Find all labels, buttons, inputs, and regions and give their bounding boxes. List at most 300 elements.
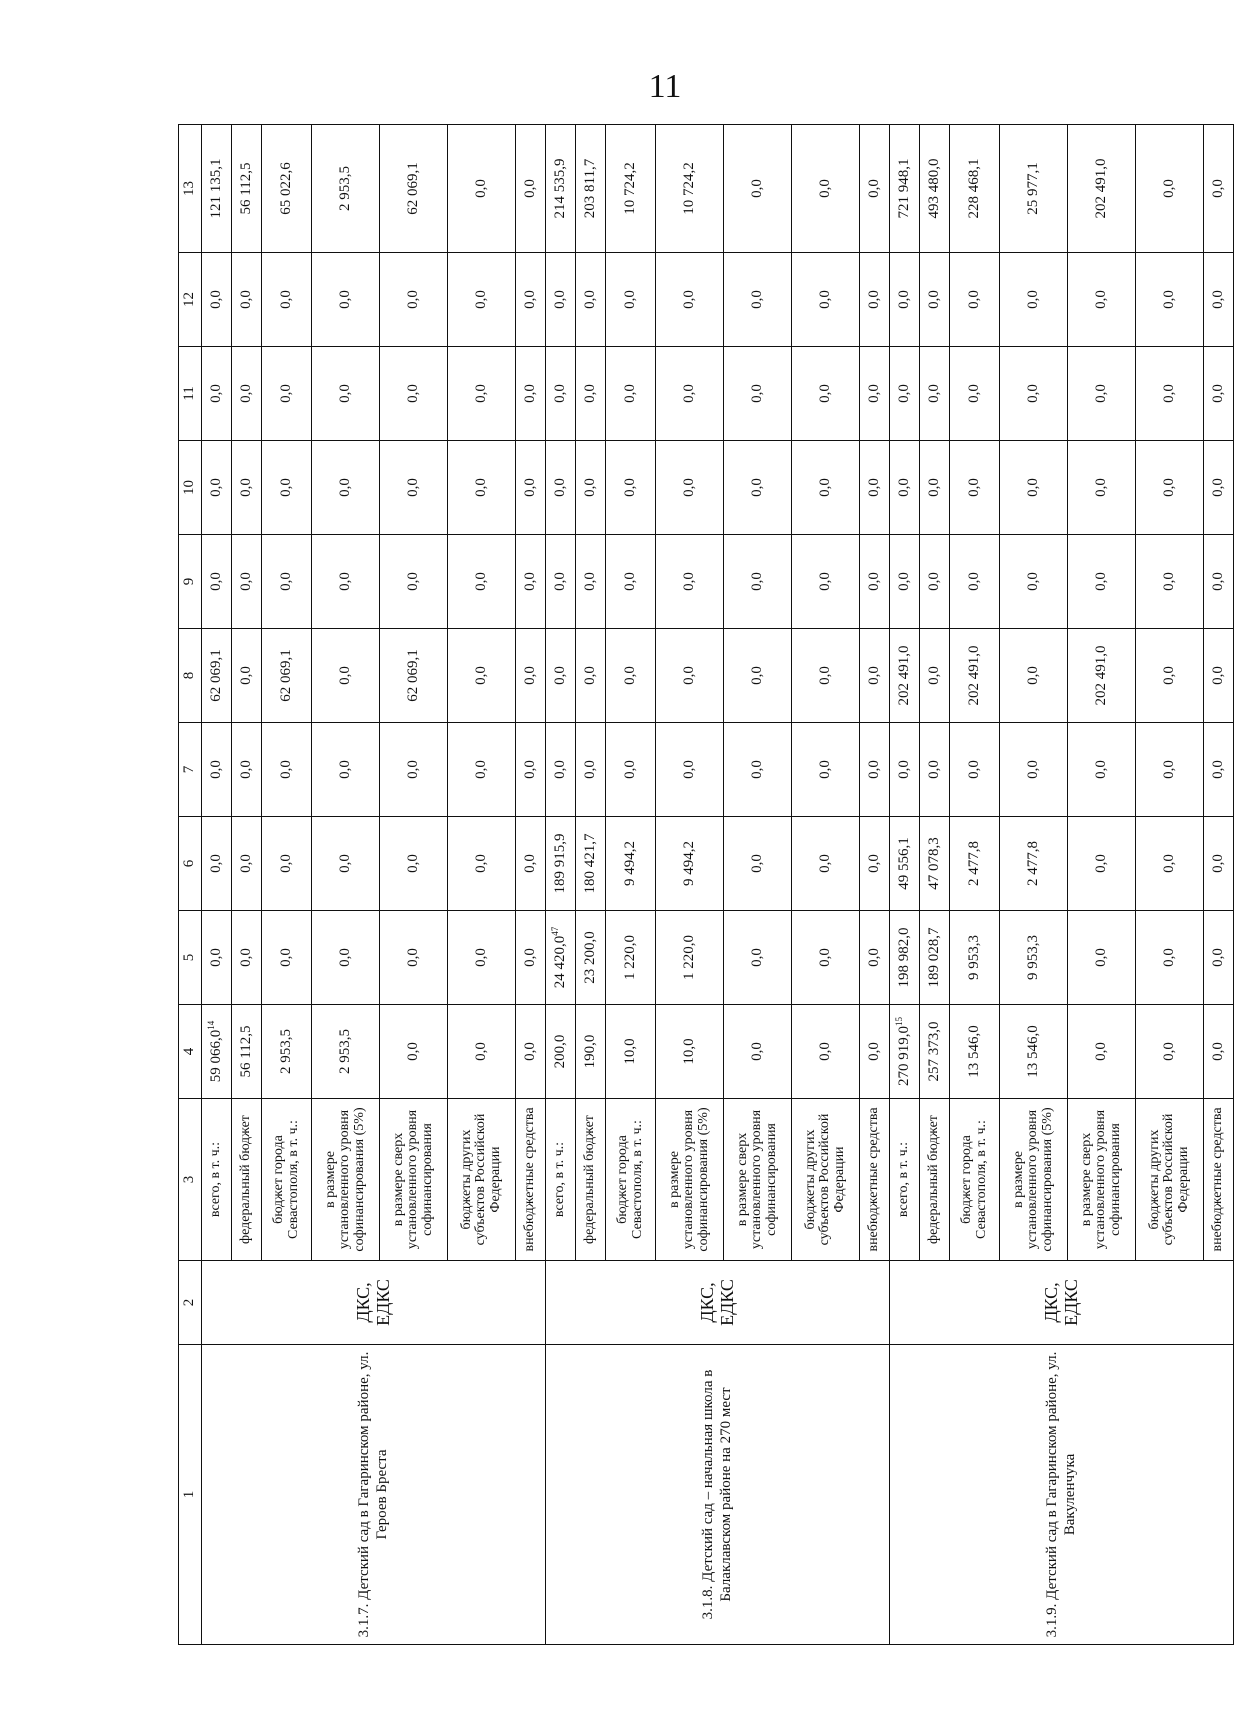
table-row [890, 125, 920, 1645]
value-cell-v9 [792, 535, 860, 629]
value-text: 0,0 [1092, 290, 1109, 309]
value-cell-v8 [890, 629, 920, 723]
value-text: 0,0 [1092, 478, 1109, 497]
value-cell-v8 [516, 629, 546, 723]
value-text: 0,0 [336, 760, 353, 779]
value-cell-v6 [606, 817, 656, 911]
value-text: 0,0 [816, 179, 833, 198]
value-text: 10 724,2 [621, 162, 638, 215]
value-text: 0,0 [1209, 384, 1226, 403]
value-text: 0,0 [1160, 478, 1177, 497]
value-cell-v12 [1068, 253, 1136, 347]
value-text: 0,0 [865, 666, 882, 685]
value-cell-v9 [860, 535, 890, 629]
value-cell-v7 [1204, 723, 1234, 817]
value-cell-v6 [1000, 817, 1068, 911]
value-cell-v7 [1000, 723, 1068, 817]
value-cell-v7 [202, 723, 232, 817]
value-cell-v10 [262, 441, 312, 535]
value-cell-v9 [656, 535, 724, 629]
value-cell-v4 [860, 1005, 890, 1099]
value-text: 0,0 [404, 948, 421, 967]
budget-table [178, 124, 1234, 1645]
value-cell-v12 [546, 253, 576, 347]
value-cell-v8 [860, 629, 890, 723]
value-cell-v9 [920, 535, 950, 629]
value-text: 0,0 [816, 384, 833, 403]
value-text: 0,0 [1092, 854, 1109, 873]
value-text: 0,0 [237, 290, 254, 309]
value-cell-v6 [546, 817, 576, 911]
value-cell-v7 [950, 723, 1000, 817]
value-cell-v13 [606, 125, 656, 253]
value-text: 0,0 [521, 384, 538, 403]
value-text: 9 494,2 [680, 841, 697, 886]
value-text: 0,0 [581, 290, 598, 309]
page-number: 11 [648, 68, 682, 105]
value-text: 0,0 [521, 1042, 538, 1061]
value-text: 0,0 [865, 290, 882, 309]
value-cell-v8 [1068, 629, 1136, 723]
value-cell-v8 [576, 629, 606, 723]
value-cell-v7 [232, 723, 262, 817]
value-text: 0,0 [925, 572, 942, 591]
value-text: 0,0 [748, 760, 765, 779]
value-text: 0,0 [925, 760, 942, 779]
value-text: 49 556,1 [895, 837, 912, 890]
value-text: 0,0 [472, 179, 489, 198]
value-text: 0,0 [237, 478, 254, 497]
funding-source: бюджет города Севастополя, в т. ч.: [262, 1099, 312, 1261]
value-text: 0,0 [336, 572, 353, 591]
value-text: 0,0 [816, 666, 833, 685]
value-text: 0,0 [472, 1042, 489, 1061]
value-text: 0,0 [621, 384, 638, 403]
value-text: 65 022,6 [277, 162, 294, 215]
value-text: 9 953,3 [965, 935, 982, 980]
value-cell-v11 [262, 347, 312, 441]
value-cell-v9 [1204, 535, 1234, 629]
value-text: 0,0 [748, 478, 765, 497]
value-cell-v12 [1000, 253, 1068, 347]
value-text: 0,0 [551, 572, 568, 591]
value-cell-v11 [448, 347, 516, 441]
value-text: 270 919,0 [895, 1026, 912, 1086]
value-cell-v11 [1068, 347, 1136, 441]
value-text: 0,0 [237, 666, 254, 685]
value-text: 0,0 [1024, 290, 1041, 309]
value-text: 0,0 [621, 478, 638, 497]
value-text: 2 953,5 [336, 1029, 353, 1074]
value-text: 180 421,7 [581, 833, 598, 894]
value-cell-v13 [1000, 125, 1068, 253]
funding-source: внебюджетные средства [1204, 1099, 1234, 1261]
value-cell-v13 [516, 125, 546, 253]
value-cell-v5 [380, 911, 448, 1005]
value-cell-v4 [576, 1005, 606, 1099]
value-cell-v9 [202, 535, 232, 629]
value-text: 0,0 [551, 384, 568, 403]
value-text: 2 953,5 [336, 166, 353, 211]
value-cell-v4 [1068, 1005, 1136, 1099]
footnote-marker: 47 [549, 926, 560, 936]
column-number: 7 [179, 723, 202, 817]
value-text: 0,0 [404, 384, 421, 403]
value-text: 0,0 [472, 760, 489, 779]
value-text: 198 982,0 [895, 927, 912, 988]
value-text: 0,0 [1024, 572, 1041, 591]
value-text: 0,0 [816, 290, 833, 309]
value-text: 0,0 [680, 290, 697, 309]
value-cell-v10 [312, 441, 380, 535]
value-text: 0,0 [404, 478, 421, 497]
value-cell-v5 [1204, 911, 1234, 1005]
value-cell-v5 [546, 911, 576, 1005]
value-cell-v9 [1136, 535, 1204, 629]
value-text: 0,0 [1160, 760, 1177, 779]
value-text: 25 977,1 [1024, 162, 1041, 215]
value-cell-v8 [1204, 629, 1234, 723]
value-cell-v6 [890, 817, 920, 911]
value-text: 0,0 [965, 760, 982, 779]
value-cell-v8 [312, 629, 380, 723]
column-number: 1 [179, 1345, 202, 1645]
value-cell-v10 [724, 441, 792, 535]
value-cell-v13 [262, 125, 312, 253]
value-text: 9 494,2 [621, 841, 638, 886]
value-text: 0,0 [748, 179, 765, 198]
value-cell-v13 [1068, 125, 1136, 253]
value-cell-v9 [312, 535, 380, 629]
value-text: 2 477,8 [1024, 841, 1041, 886]
funding-source: бюджет города Севастополя, в т. ч.: [950, 1099, 1000, 1261]
value-text: 62 069,1 [404, 649, 421, 702]
value-cell-v13 [202, 125, 232, 253]
value-text: 47 078,3 [925, 837, 942, 890]
value-text: 0,0 [1092, 572, 1109, 591]
value-text: 0,0 [1024, 384, 1041, 403]
value-text: 0,0 [816, 854, 833, 873]
value-text: 0,0 [965, 384, 982, 403]
value-text: 0,0 [336, 290, 353, 309]
value-cell-v4 [202, 1005, 232, 1099]
value-cell-v11 [232, 347, 262, 441]
value-text: 0,0 [1160, 384, 1177, 403]
value-text: 0,0 [1160, 948, 1177, 967]
value-text: 9 953,3 [1024, 935, 1041, 980]
value-cell-v12 [202, 253, 232, 347]
value-text: 0,0 [237, 760, 254, 779]
value-cell-v10 [890, 441, 920, 535]
value-text: 0,0 [865, 1042, 882, 1061]
object-name: 3.1.8. Детский сад – начальная школа в Балаклавском районе на 270 мест [546, 1345, 890, 1645]
value-cell-v5 [656, 911, 724, 1005]
value-cell-v6 [576, 817, 606, 911]
value-cell-v10 [546, 441, 576, 535]
value-text: 0,0 [277, 384, 294, 403]
value-cell-v7 [516, 723, 546, 817]
value-cell-v11 [606, 347, 656, 441]
value-cell-v6 [1068, 817, 1136, 911]
value-text: 0,0 [277, 948, 294, 967]
value-cell-v8 [950, 629, 1000, 723]
value-text: 0,0 [521, 760, 538, 779]
value-text: 0,0 [581, 572, 598, 591]
value-text: 0,0 [748, 572, 765, 591]
value-cell-v6 [792, 817, 860, 911]
value-text: 0,0 [1209, 760, 1226, 779]
value-cell-v4 [546, 1005, 576, 1099]
funding-source: федеральный бюджет [576, 1099, 606, 1261]
value-cell-v10 [656, 441, 724, 535]
value-text: 62 069,1 [207, 649, 224, 702]
value-cell-v8 [262, 629, 312, 723]
value-text: 1 220,0 [621, 935, 638, 980]
value-text: 0,0 [1209, 179, 1226, 198]
value-cell-v7 [606, 723, 656, 817]
value-cell-v9 [1068, 535, 1136, 629]
value-cell-v13 [546, 125, 576, 253]
value-cell-v5 [860, 911, 890, 1005]
value-cell-v6 [516, 817, 546, 911]
value-cell-v9 [516, 535, 546, 629]
value-text: 0,0 [207, 290, 224, 309]
value-text: 0,0 [965, 572, 982, 591]
value-cell-v13 [890, 125, 920, 253]
value-cell-v6 [724, 817, 792, 911]
value-text: 0,0 [680, 760, 697, 779]
value-text: 2 953,5 [277, 1029, 294, 1074]
value-cell-v4 [1136, 1005, 1204, 1099]
value-text: 0,0 [404, 1042, 421, 1061]
value-cell-v5 [1068, 911, 1136, 1005]
value-text: 190,0 [581, 1034, 598, 1069]
value-cell-v10 [1000, 441, 1068, 535]
value-cell-v11 [1136, 347, 1204, 441]
value-cell-v13 [312, 125, 380, 253]
footnote-marker: 14 [205, 1020, 216, 1030]
value-cell-v11 [546, 347, 576, 441]
value-text: 0,0 [1209, 1042, 1226, 1061]
value-cell-v6 [656, 817, 724, 911]
value-cell-v10 [516, 441, 546, 535]
value-text: 0,0 [581, 478, 598, 497]
value-cell-v5 [1136, 911, 1204, 1005]
value-text: 202 491,0 [1092, 158, 1109, 219]
value-text: 0,0 [521, 179, 538, 198]
value-text: 0,0 [816, 948, 833, 967]
value-text: 121 135,1 [207, 158, 224, 219]
funding-source: в размере сверх установленного уровня софинансирования [724, 1099, 792, 1261]
value-text: 0,0 [816, 760, 833, 779]
value-text: 0,0 [865, 179, 882, 198]
executors-cell: ДКС, ЕДКС [202, 1261, 546, 1345]
value-text: 0,0 [404, 572, 421, 591]
value-text: 13 546,0 [965, 1025, 982, 1078]
value-cell-v4 [1000, 1005, 1068, 1099]
value-cell-v10 [1204, 441, 1234, 535]
funding-source: в размере сверх установленного уровня софинансирования [1068, 1099, 1136, 1261]
value-cell-v11 [576, 347, 606, 441]
value-text: 202 491,0 [965, 645, 982, 706]
value-cell-v13 [576, 125, 606, 253]
value-cell-v6 [202, 817, 232, 911]
value-cell-v8 [724, 629, 792, 723]
value-cell-v7 [1068, 723, 1136, 817]
value-cell-v5 [262, 911, 312, 1005]
value-text: 0,0 [895, 384, 912, 403]
column-number: 11 [179, 347, 202, 441]
value-cell-v4 [232, 1005, 262, 1099]
table-body [179, 125, 1234, 1645]
value-cell-v12 [380, 253, 448, 347]
value-text: 1 220,0 [680, 935, 697, 980]
value-text: 0,0 [621, 290, 638, 309]
value-text: 214 535,9 [551, 158, 568, 219]
column-number: 13 [179, 125, 202, 253]
value-text: 0,0 [237, 948, 254, 967]
value-cell-v13 [792, 125, 860, 253]
value-text: 0,0 [1024, 760, 1041, 779]
value-cell-v4 [792, 1005, 860, 1099]
value-cell-v11 [516, 347, 546, 441]
value-cell-v10 [792, 441, 860, 535]
value-cell-v12 [516, 253, 546, 347]
value-cell-v13 [1136, 125, 1204, 253]
value-text: 0,0 [816, 478, 833, 497]
value-text: 0,0 [621, 666, 638, 685]
value-text: 56 112,5 [237, 162, 254, 215]
value-cell-v7 [312, 723, 380, 817]
value-cell-v10 [950, 441, 1000, 535]
value-cell-v12 [1204, 253, 1234, 347]
value-cell-v5 [312, 911, 380, 1005]
value-cell-v8 [232, 629, 262, 723]
value-text: 0,0 [1160, 179, 1177, 198]
value-cell-v8 [656, 629, 724, 723]
value-text: 0,0 [472, 854, 489, 873]
value-text: 0,0 [237, 572, 254, 591]
value-text: 203 811,7 [581, 158, 598, 219]
value-cell-v4 [890, 1005, 920, 1099]
value-cell-v8 [448, 629, 516, 723]
value-cell-v7 [576, 723, 606, 817]
value-cell-v12 [860, 253, 890, 347]
column-number-row [179, 125, 202, 1645]
column-number: 4 [179, 1005, 202, 1099]
value-cell-v11 [312, 347, 380, 441]
funding-source: внебюджетные средства [516, 1099, 546, 1261]
value-text: 0,0 [336, 948, 353, 967]
value-text: 200,0 [551, 1034, 568, 1069]
funding-source: бюджет города Севастополя, в т. ч.: [606, 1099, 656, 1261]
value-cell-v13 [1204, 125, 1234, 253]
column-number: 12 [179, 253, 202, 347]
value-text: 0,0 [277, 854, 294, 873]
value-text: 0,0 [1160, 290, 1177, 309]
value-cell-v10 [232, 441, 262, 535]
value-text: 0,0 [237, 854, 254, 873]
value-text: 0,0 [1160, 666, 1177, 685]
value-text: 0,0 [680, 572, 697, 591]
value-text: 0,0 [277, 760, 294, 779]
executors-cell: ДКС, ЕДКС [546, 1261, 890, 1345]
value-cell-v6 [860, 817, 890, 911]
value-cell-v6 [920, 817, 950, 911]
value-cell-v5 [1000, 911, 1068, 1005]
value-cell-v10 [1136, 441, 1204, 535]
table-row [202, 125, 232, 1645]
table-row [546, 125, 576, 1645]
value-text: 0,0 [277, 290, 294, 309]
value-text: 0,0 [237, 384, 254, 403]
value-cell-v4 [724, 1005, 792, 1099]
value-text: 0,0 [1209, 948, 1226, 967]
value-cell-v10 [380, 441, 448, 535]
value-text: 0,0 [1024, 666, 1041, 685]
funding-source: всего, в т. ч.: [202, 1099, 232, 1261]
value-text: 0,0 [1209, 478, 1226, 497]
value-cell-v5 [724, 911, 792, 1005]
column-number: 10 [179, 441, 202, 535]
value-text: 0,0 [1209, 572, 1226, 591]
value-text: 0,0 [404, 760, 421, 779]
value-cell-v11 [860, 347, 890, 441]
value-text: 0,0 [965, 478, 982, 497]
value-text: 0,0 [581, 760, 598, 779]
funding-source: всего, в т. ч.: [890, 1099, 920, 1261]
value-cell-v7 [920, 723, 950, 817]
value-cell-v6 [232, 817, 262, 911]
value-cell-v12 [576, 253, 606, 347]
value-cell-v4 [606, 1005, 656, 1099]
value-cell-v12 [262, 253, 312, 347]
funding-source: бюджеты других субъектов Российской Федерации [792, 1099, 860, 1261]
value-cell-v5 [606, 911, 656, 1005]
value-cell-v12 [950, 253, 1000, 347]
value-cell-v11 [724, 347, 792, 441]
value-text: 0,0 [472, 290, 489, 309]
value-text: 0,0 [472, 666, 489, 685]
value-cell-v4 [950, 1005, 1000, 1099]
value-cell-v9 [448, 535, 516, 629]
value-text: 202 491,0 [895, 645, 912, 706]
value-cell-v12 [1136, 253, 1204, 347]
value-cell-v8 [792, 629, 860, 723]
value-cell-v9 [1000, 535, 1068, 629]
value-cell-v6 [1136, 817, 1204, 911]
value-cell-v10 [860, 441, 890, 535]
value-text: 0,0 [895, 478, 912, 497]
value-cell-v4 [920, 1005, 950, 1099]
funding-source: федеральный бюджет [920, 1099, 950, 1261]
column-number: 2 [179, 1261, 202, 1345]
value-cell-v10 [606, 441, 656, 535]
value-cell-v13 [950, 125, 1000, 253]
value-cell-v5 [950, 911, 1000, 1005]
value-text: 0,0 [865, 478, 882, 497]
value-text: 0,0 [581, 384, 598, 403]
value-cell-v7 [890, 723, 920, 817]
value-cell-v6 [262, 817, 312, 911]
value-text: 0,0 [621, 572, 638, 591]
value-cell-v4 [380, 1005, 448, 1099]
value-text: 0,0 [925, 290, 942, 309]
value-cell-v7 [262, 723, 312, 817]
value-text: 0,0 [1160, 1042, 1177, 1061]
value-text: 0,0 [551, 666, 568, 685]
value-cell-v12 [232, 253, 262, 347]
